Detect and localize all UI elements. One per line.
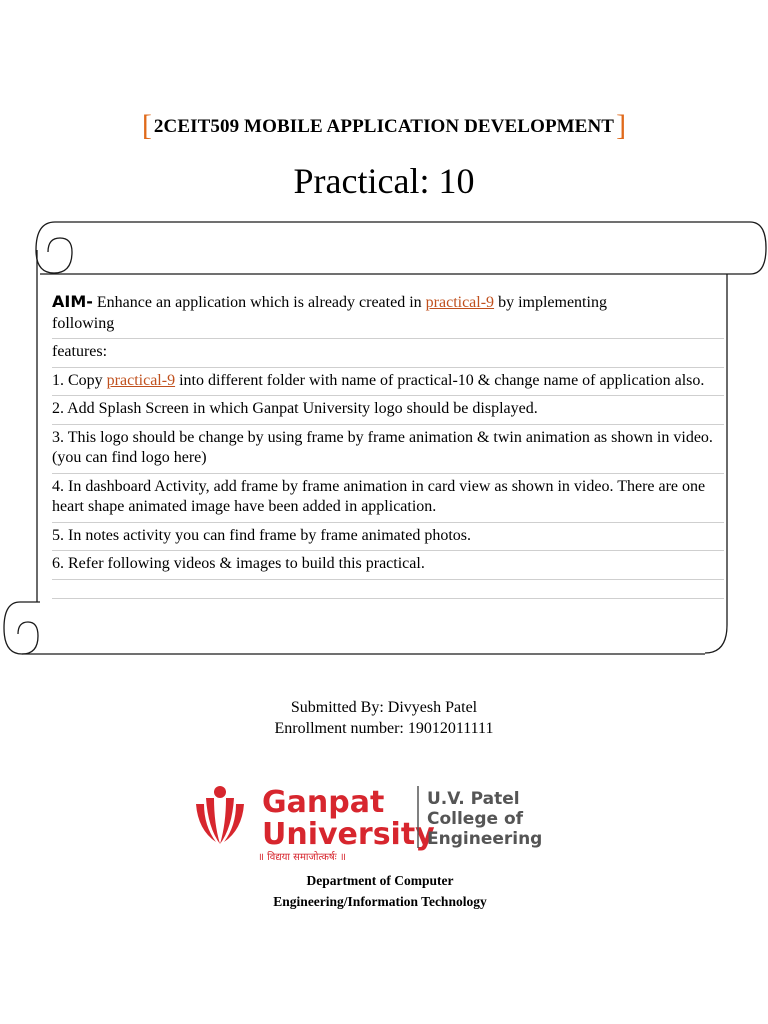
practical-9-link[interactable]: practical-9 (106, 371, 176, 389)
scroll-top-roll (40, 222, 766, 274)
college-line2: College of (427, 809, 524, 829)
list-item: 4. In dashboard Activity, add frame by frame animation in card view as shown in video. There are one heart shape animated image have been added in application. (52, 474, 724, 523)
aim-intro-text: Enhance an application which is already created in (92, 294, 426, 311)
flame-emblem-icon (196, 786, 244, 844)
department-block (250, 870, 510, 912)
close-bracket: ] (616, 109, 627, 142)
enrollment-number: Enrollment number: 19012011111 (274, 720, 494, 737)
aim-intro-line2: following (52, 314, 115, 332)
submitted-by: Submitted By: Divyesh Patel (290, 699, 478, 716)
logo-name-line1: Ganpat (262, 785, 385, 820)
university-logo (190, 780, 550, 862)
list-item-text: into different folder with name of practical-10 & change name of application also. (175, 371, 705, 389)
blank-ruled-line (52, 580, 724, 599)
aim-intro-tail: by implementing (494, 294, 607, 311)
course-title: 2CEIT509 MOBILE APPLICATION DEVELOPMENT (153, 116, 615, 137)
list-item (52, 368, 724, 397)
college-line3: Engineering (427, 829, 543, 849)
list-item-text: 1. Copy (52, 371, 107, 389)
scroll-bottom-roll (4, 602, 705, 654)
open-bracket: [ (141, 109, 152, 142)
aim-label: AIM- (52, 292, 93, 311)
features-label: features: (52, 339, 724, 368)
practical-9-link[interactable]: practical-9 (425, 294, 495, 311)
list-item: 6. Refer following videos & images to build this practical. (52, 551, 724, 580)
department-line2: Engineering/Information Technology (273, 894, 487, 909)
logo-motto: ॥ विद्यया समाजोत्कर्षः ॥ (258, 852, 346, 862)
scroll-top-curl (36, 222, 72, 273)
list-item: 2. Add Splash Screen in which Ganpat University logo should be displayed. (52, 396, 724, 425)
list-item: 5. In notes activity you can find frame by frame animated photos. (52, 523, 724, 552)
aim-intro (52, 290, 724, 339)
list-item: 3. This logo should be change by using frame by frame animation & twin animation as shown in video. (you can find logo here) (52, 425, 724, 474)
scroll-bottom-curl (18, 622, 38, 654)
practical-title: Practical: 10 (293, 161, 475, 201)
submission-info (0, 697, 768, 739)
college-line1: U.V. Patel (427, 789, 520, 809)
logo-name-line2: University (262, 817, 435, 852)
aim-section (52, 290, 724, 599)
department-line1: Department of Computer (306, 873, 454, 888)
